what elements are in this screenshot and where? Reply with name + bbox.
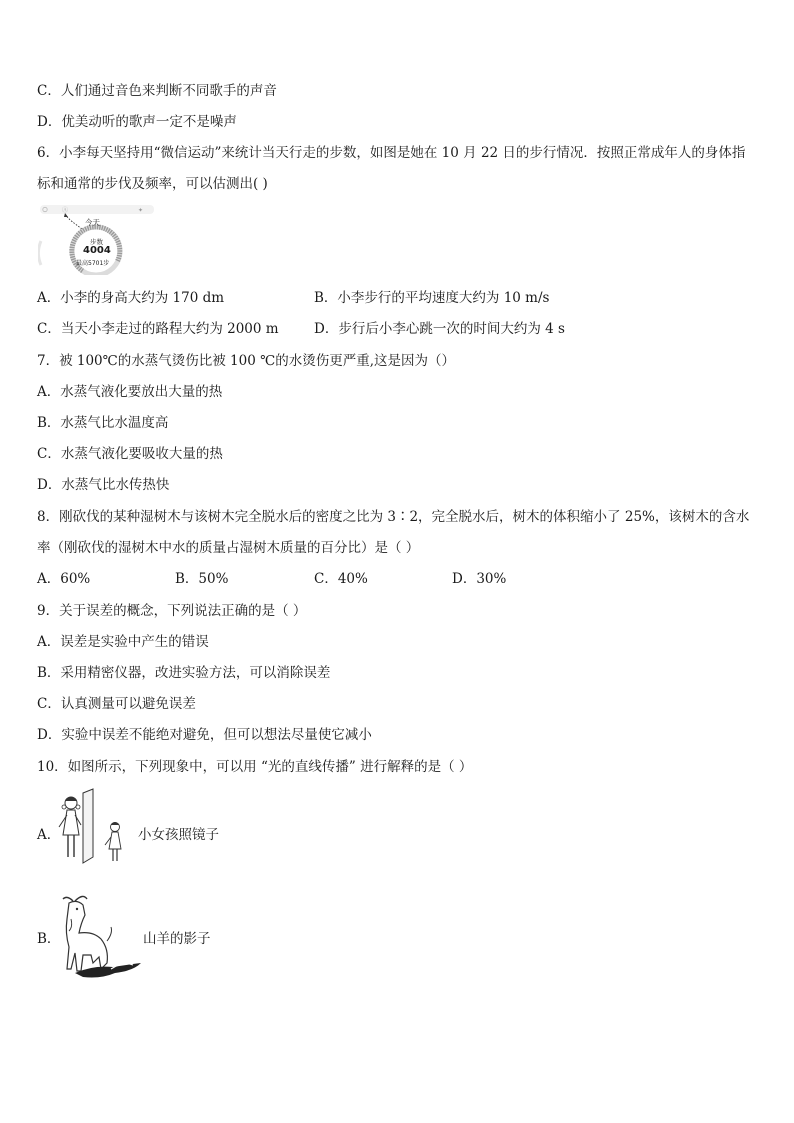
goat-shadow-illustration [53, 893, 145, 983]
girl-mirror-illustration [53, 787, 141, 869]
q9-option-c: C．认真测量可以避免误差 [37, 696, 196, 712]
q9-option-d: D．实验中误差不能绝对避免，但可以想法尽量使它减小 [37, 727, 372, 743]
q6-option-d: D．步行后小李心跳一次的时间大约为 4 s [314, 321, 565, 337]
q7-option-b: B．水蒸气比水温度高 [37, 415, 169, 431]
steps-label: 步数 [90, 238, 103, 246]
q6-option-a: A．小李的身高大约为 170 dm [37, 290, 225, 306]
q5-option-c: C．人们通过音色来判断不同歌手的声音 [37, 83, 277, 99]
q9-option-b: B．采用精密仪器，改进实验方法，可以消除误差 [37, 665, 331, 681]
best-steps: 最高5701步 [76, 260, 110, 267]
q8-option-a: A．60% [37, 571, 91, 587]
q10-option-a-caption: 小女孩照镜子 [138, 827, 219, 843]
svg-text:Ⓐ: Ⓐ [62, 207, 69, 214]
q7-option-c: C．水蒸气液化要吸收大量的热 [37, 446, 223, 462]
q8-option-c: C．40% [314, 571, 368, 587]
q5-option-d: D．优美动听的歌声一定不是噪声 [37, 114, 237, 130]
q6-option-c: C．当天小李走过的路程大约为 2000 m [37, 321, 279, 337]
q9-option-a: A．误差是实验中产生的错误 [37, 634, 209, 650]
q8-option-d: D．30% [452, 571, 507, 587]
girl-mirror-figure [53, 787, 141, 869]
q8-option-b: B．50% [175, 571, 229, 587]
q7-option-a: A．水蒸气液化要放出大量的热 [37, 384, 223, 400]
q6-stem-line1: 6．小李每天坚持用“微信运动”来统计当天行走的步数，如图是她在 10 月 22 日的步行情况．按照正常成年人的身体指 [37, 145, 746, 161]
q6-stem-line2: 标和通常的步伐及频率，可以估测出( ) [37, 176, 268, 192]
q10-option-b-letter: B． [37, 931, 61, 947]
q10-stem: 10．如图所示，下列现象中，可以用 “光的直线传播” 进行解释的是（ ） [37, 759, 473, 775]
svg-text:✦: ✦ [138, 207, 144, 214]
q8-stem-line2: 率（刚砍伐的湿树木中水的质量占湿树木质量的百分比）是（ ） [37, 540, 420, 556]
q9-stem: 9．关于误差的概念，下列说法正确的是（ ） [37, 603, 307, 619]
q8-stem-line1: 8．刚砍伐的某种湿树木与该树木完全脱水后的密度之比为 3∶2，完全脱水后，树木的体积缩小了 25%，该树木的含水 [37, 509, 750, 525]
q7-stem: 7．被 100℃的水蒸气烫伤比被 100 ℃的水烫伤更严重,这是因为（） [37, 353, 455, 369]
q7-option-d: D．水蒸气比水传热快 [37, 477, 170, 493]
goat-shadow-figure [53, 893, 145, 983]
steps-count: 4004 [83, 245, 111, 256]
today-label: 今天 [85, 218, 100, 227]
q10-option-a-letter: A． [37, 827, 61, 843]
q10-option-b-caption: 山羊的影子 [143, 931, 211, 947]
q6-option-b: B．小李步行的平均速度大约为 10 m/s [314, 290, 550, 306]
wechat-steps-figure [38, 203, 158, 275]
